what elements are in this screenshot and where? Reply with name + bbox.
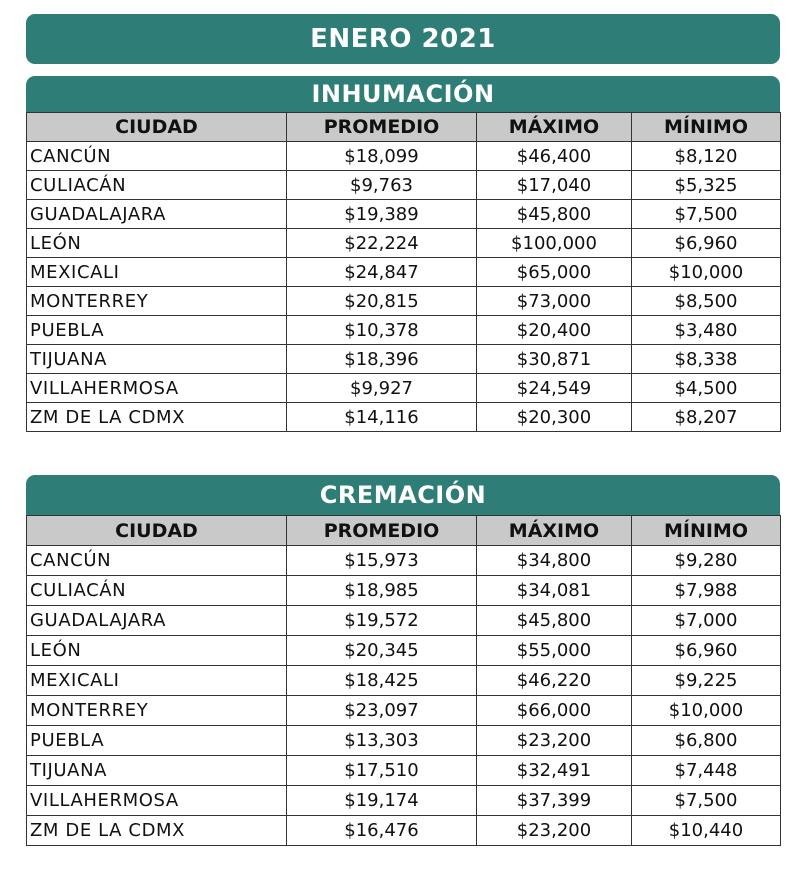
- cell-promedio: $18,425: [287, 666, 477, 696]
- cell-minimo: $8,207: [632, 403, 781, 432]
- table-row: [27, 229, 781, 258]
- cell-ciudad: VILLAHERMOSA: [27, 786, 287, 816]
- cell-promedio: $24,847: [287, 258, 477, 287]
- cell-minimo: $10,000: [632, 696, 781, 726]
- table-row: [27, 666, 781, 696]
- table-row: [27, 606, 781, 636]
- cell-minimo: $6,960: [632, 229, 781, 258]
- cell-promedio: $9,927: [287, 374, 477, 403]
- table-row: [27, 316, 781, 345]
- cell-maximo: $37,399: [477, 786, 632, 816]
- cell-ciudad: CULIACÁN: [27, 171, 287, 200]
- cell-minimo: $7,000: [632, 606, 781, 636]
- cell-ciudad: TIJUANA: [27, 345, 287, 374]
- cell-minimo: $6,960: [632, 636, 781, 666]
- column-header-minimo: MÍNIMO: [632, 516, 781, 546]
- cell-ciudad: TIJUANA: [27, 756, 287, 786]
- column-header-ciudad: CIUDAD: [27, 113, 287, 142]
- table-row: [27, 142, 781, 171]
- cell-minimo: $7,448: [632, 756, 781, 786]
- cell-ciudad: CULIACÁN: [27, 576, 287, 606]
- cell-ciudad: LEÓN: [27, 636, 287, 666]
- cell-maximo: $46,220: [477, 666, 632, 696]
- cell-promedio: $13,303: [287, 726, 477, 756]
- table-row: [27, 636, 781, 666]
- column-header-maximo: MÁXIMO: [477, 516, 632, 546]
- table-row: [27, 345, 781, 374]
- cell-promedio: $16,476: [287, 816, 477, 846]
- column-header-ciudad: CIUDAD: [27, 516, 287, 546]
- column-header-minimo: MÍNIMO: [632, 113, 781, 142]
- table-row: [27, 403, 781, 432]
- cell-maximo: $34,081: [477, 576, 632, 606]
- cell-promedio: $20,345: [287, 636, 477, 666]
- cremacion-table: [26, 515, 781, 846]
- table-header-row: [27, 516, 781, 546]
- cell-maximo: $23,200: [477, 816, 632, 846]
- cell-ciudad: ZM DE LA CDMX: [27, 403, 287, 432]
- cell-ciudad: ZM DE LA CDMX: [27, 816, 287, 846]
- cell-ciudad: LEÓN: [27, 229, 287, 258]
- cell-minimo: $7,988: [632, 576, 781, 606]
- table-row: [27, 258, 781, 287]
- column-header-maximo: MÁXIMO: [477, 113, 632, 142]
- cell-maximo: $20,300: [477, 403, 632, 432]
- table-row: [27, 287, 781, 316]
- section-heading-inhumacion: INHUMACIÓN: [26, 76, 780, 112]
- cell-maximo: $34,800: [477, 546, 632, 576]
- cell-maximo: $45,800: [477, 200, 632, 229]
- cell-maximo: $66,000: [477, 696, 632, 726]
- cell-maximo: $30,871: [477, 345, 632, 374]
- cell-maximo: $46,400: [477, 142, 632, 171]
- cell-ciudad: GUADALAJARA: [27, 606, 287, 636]
- cell-promedio: $17,510: [287, 756, 477, 786]
- cell-ciudad: PUEBLA: [27, 726, 287, 756]
- section-heading-cremacion: CREMACIÓN: [26, 475, 780, 515]
- cell-promedio: $19,389: [287, 200, 477, 229]
- cell-maximo: $17,040: [477, 171, 632, 200]
- column-header-promedio: PROMEDIO: [287, 516, 477, 546]
- cell-promedio: $22,224: [287, 229, 477, 258]
- cell-promedio: $18,985: [287, 576, 477, 606]
- table-row: [27, 374, 781, 403]
- table-header-row: [27, 113, 781, 142]
- cell-ciudad: VILLAHERMOSA: [27, 374, 287, 403]
- cell-ciudad: MEXICALI: [27, 258, 287, 287]
- cell-promedio: $19,572: [287, 606, 477, 636]
- cell-ciudad: MONTERREY: [27, 287, 287, 316]
- column-header-promedio: PROMEDIO: [287, 113, 477, 142]
- cell-promedio: $18,396: [287, 345, 477, 374]
- cell-maximo: $55,000: [477, 636, 632, 666]
- cell-maximo: $45,800: [477, 606, 632, 636]
- cell-minimo: $10,440: [632, 816, 781, 846]
- cell-promedio: $20,815: [287, 287, 477, 316]
- cell-maximo: $73,000: [477, 287, 632, 316]
- cell-promedio: $19,174: [287, 786, 477, 816]
- cell-minimo: $3,480: [632, 316, 781, 345]
- cell-maximo: $100,000: [477, 229, 632, 258]
- inhumacion-table: [26, 112, 781, 432]
- cell-ciudad: PUEBLA: [27, 316, 287, 345]
- cell-ciudad: CANCÚN: [27, 546, 287, 576]
- table-row: [27, 696, 781, 726]
- cell-promedio: $15,973: [287, 546, 477, 576]
- cell-minimo: $7,500: [632, 200, 781, 229]
- cell-maximo: $32,491: [477, 756, 632, 786]
- table-row: [27, 171, 781, 200]
- cell-ciudad: MEXICALI: [27, 666, 287, 696]
- table-row: [27, 200, 781, 229]
- table-row: [27, 726, 781, 756]
- cell-minimo: $6,800: [632, 726, 781, 756]
- table-row: [27, 576, 781, 606]
- cell-minimo: $8,338: [632, 345, 781, 374]
- cell-maximo: $24,549: [477, 374, 632, 403]
- cell-minimo: $8,500: [632, 287, 781, 316]
- table-row: [27, 786, 781, 816]
- cell-promedio: $18,099: [287, 142, 477, 171]
- table-row: [27, 546, 781, 576]
- cell-promedio: $10,378: [287, 316, 477, 345]
- table-row: [27, 816, 781, 846]
- cell-minimo: $9,280: [632, 546, 781, 576]
- cell-minimo: $8,120: [632, 142, 781, 171]
- cell-minimo: $10,000: [632, 258, 781, 287]
- cell-maximo: $20,400: [477, 316, 632, 345]
- cell-ciudad: GUADALAJARA: [27, 200, 287, 229]
- cell-minimo: $7,500: [632, 786, 781, 816]
- cell-maximo: $65,000: [477, 258, 632, 287]
- cell-promedio: $23,097: [287, 696, 477, 726]
- table-row: [27, 756, 781, 786]
- cell-minimo: $9,225: [632, 666, 781, 696]
- cell-maximo: $23,200: [477, 726, 632, 756]
- cell-ciudad: MONTERREY: [27, 696, 287, 726]
- cell-promedio: $9,763: [287, 171, 477, 200]
- cell-minimo: $4,500: [632, 374, 781, 403]
- cell-minimo: $5,325: [632, 171, 781, 200]
- cell-promedio: $14,116: [287, 403, 477, 432]
- cell-ciudad: CANCÚN: [27, 142, 287, 171]
- page-title: ENERO 2021: [26, 14, 780, 64]
